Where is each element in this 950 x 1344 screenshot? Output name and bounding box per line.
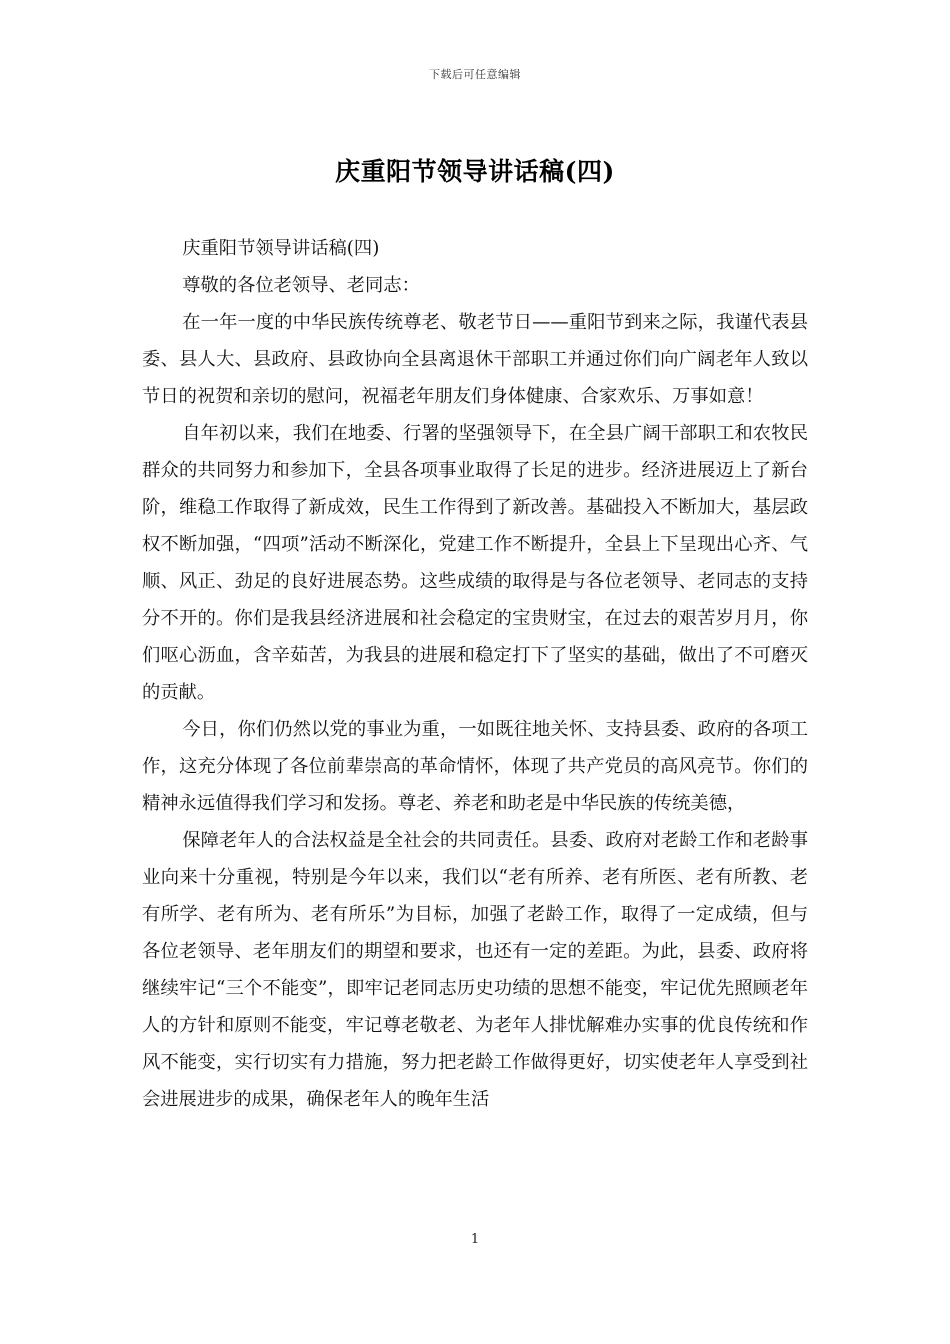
document-body [142, 230, 808, 1118]
page-number: 1 [470, 1232, 480, 1247]
document-title: 庆重阳节领导讲话稿(四) [335, 157, 615, 186]
paragraph: 在一年一度的中华民族传统尊老、敬老节日——重阳节到来之际，我谨代表县委、县人大、县政府、县政协向全县离退休干部职工并通过你们向广阔老年人致以节日的祝贺和亲切的慰问，祝福老年朋友们身体健康、合家欢乐、万事如意！ [142, 312, 808, 407]
paragraph-salutation: 尊敬的各位老领导、老同志： [182, 275, 420, 296]
paragraph: 自年初以来，我们在地委、行署的坚强领导下，在全县广阔干部职工和农牧民群众的共同努力和参加下，全县各项事业取得了长足的进步。经济进展迈上了新台阶，维稳工作取得了新成效，民生工作得到了新改善。基础投入不断加大，基层政权不断加强，“四项”活动不断深化，党建工作不断提升，全县上下呈现出心齐、气顺、风正、劲足的良好进展态势。这些成绩的取得是与各位老领导、老同志的支持分不开的。你们是我县经济进展和社会稳定的宝贵财宝，在过去的艰苦岁月月，你们呕心沥血，含辛茹苦，为我县的进展和稳定打下了坚实的基础，做出了不可磨灭的贡献。 [142, 423, 808, 703]
header-note: 下载后可任意编辑 [429, 68, 521, 81]
paragraph-subtitle: 庆重阳节领导讲话稿(四) [182, 238, 380, 259]
paragraph: 今日，你们仍然以党的事业为重，一如既往地关怀、支持县委、政府的各项工作，这充分体现了各位前辈崇高的革命情怀，体现了共产党员的高风亮节。你们的精神永远值得我们学习和发扬。尊老、养老和助老是中华民族的传统美德， [142, 719, 808, 814]
paragraph: 保障老年人的合法权益是全社会的共同责任。县委、政府对老龄工作和老龄事业向来十分重视，特别是今年以来，我们以“老有所养、老有所医、老有所教、老有所学、老有所为、老有所乐”为目标，加强了老龄工作，取得了一定成绩，但与各位老领导、老年朋友们的期望和要求，也还有一定的差距。为此，县委、政府将继续牢记“三个不能变”，即牢记老同志历史功绩的思想不能变，牢记优先照顾老年人的方针和原则不能变，牢记尊老敬老、为老年人排忧解难办实事的优良传统和作风不能变，实行切实有力措施，努力把老龄工作做得更好，切实使老年人享受到社会进展进步的成果，确保老年人的晚年生活 [142, 830, 808, 1110]
